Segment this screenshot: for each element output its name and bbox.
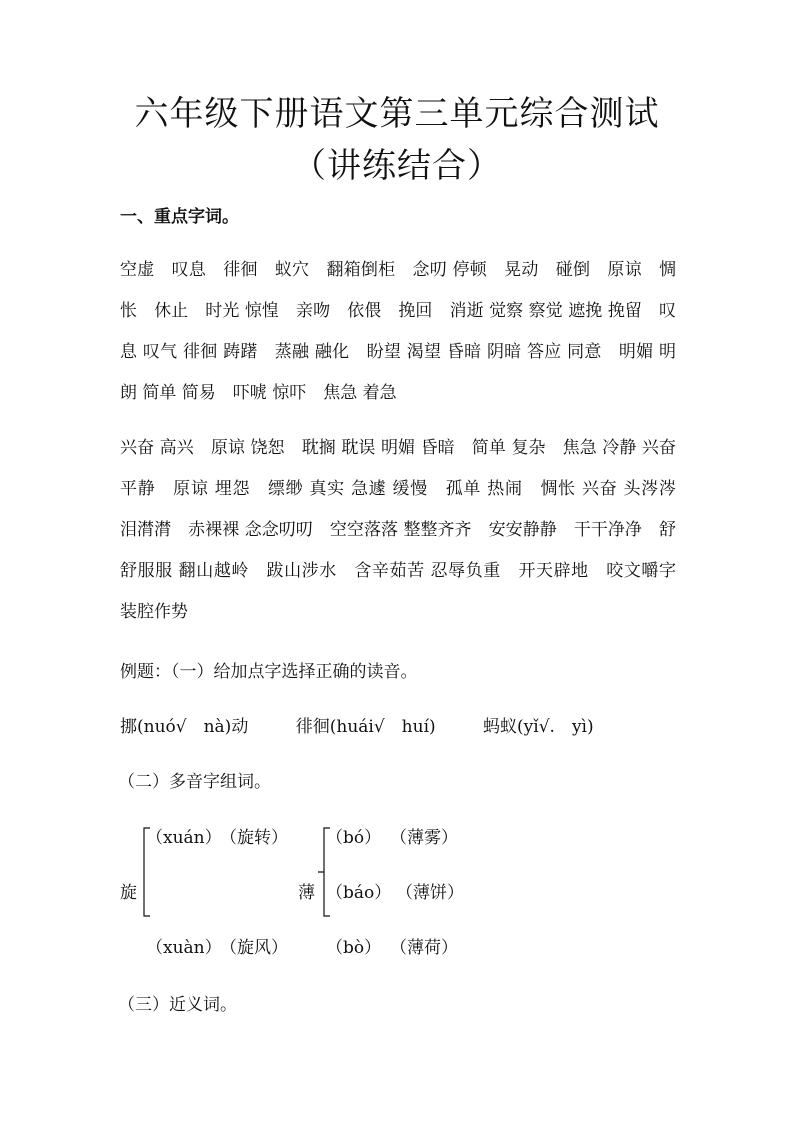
page-title: 六年级下册语文第三单元综合测试（讲练结合） — [134, 94, 660, 186]
section-heading-key-words: 一、重点字词。 — [120, 207, 239, 227]
polyphone-word: （薄饼） — [396, 883, 464, 903]
polyphone-pinyin: （xuàn） — [146, 938, 222, 958]
polyphone-char: 旋 — [120, 883, 137, 903]
polyphone-pinyin: （xuán） — [146, 828, 222, 848]
pinyin-answer-line — [120, 712, 636, 737]
pinyin-item: 徘徊(huái√ huí) — [295, 717, 436, 737]
polyphone-pinyin: （bó） — [326, 828, 382, 848]
polyphone-char: 薄 — [298, 883, 315, 903]
polyphone-section-heading: （二）多音字组词。 — [118, 772, 271, 792]
synonym-section-heading: （三）近义词。 — [118, 995, 237, 1015]
polyphone-word: （薄雾） — [390, 828, 458, 848]
vocabulary-paragraph-1: 空虚 叹息 徘徊 蚁穴 翻箱倒柜 念叨 停顿 晃动 碰倒 原谅 惆怅 休止 时光 惊惶 亲吻 依偎 挽回 消逝 觉察 察觉 遮挽 挽留 叹息 叹气 徘徊 踌躇 蒸融 融化 盼望 渴望 昏暗 阴暗 答应 同意 明媚 明朗 简单 简易 吓唬 惊吓 焦急 着急 — [120, 260, 676, 403]
polyphone-word: （旋转） — [220, 828, 288, 848]
polyphone-word: （旋风） — [220, 938, 288, 958]
example-question-title: 例题：（一）给加点字选择正确的读音。 — [120, 662, 418, 682]
pinyin-item: 蚂蚁(yǐ√. yì) — [483, 717, 594, 737]
polyphone-pinyin: （bò） — [326, 938, 382, 958]
polyphone-word: （薄荷） — [390, 938, 458, 958]
vocabulary-paragraph-2: 兴奋 高兴 原谅 饶恕 耽搁 耽误 明媚 昏暗 简单 复杂 焦急 冷静 兴奋 平静 原谅 埋怨 缥缈 真实 急遽 缓慢 孤单 热闹 惆怅 兴奋 头涔涔 泪潸潸 赤裸裸 念念叨叨 空空落落 整整齐齐 安安静静 干干净净 舒舒服服 翻山越岭 跋山涉水 含辛茹苦 忍辱负重 开天辟地 咬文嚼字 装腔作势 — [120, 438, 693, 622]
polyphone-pinyin: （báo） — [326, 883, 392, 903]
pinyin-item: 挪(nuó√ nà)动 — [120, 717, 249, 737]
